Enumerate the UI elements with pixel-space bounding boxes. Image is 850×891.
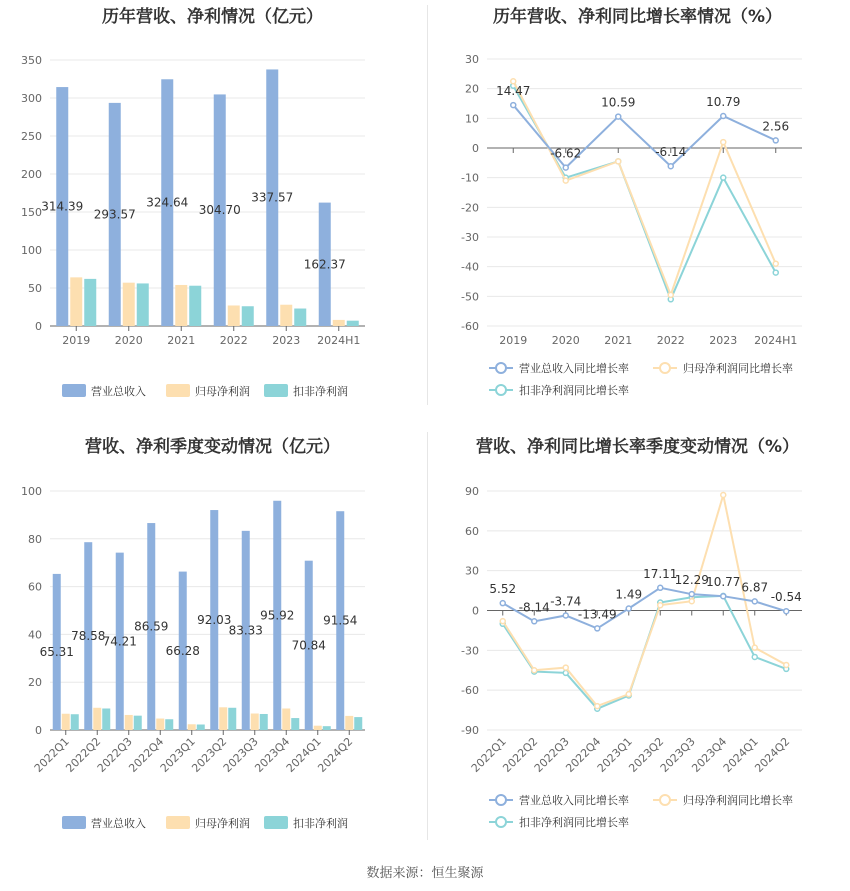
data-point [752, 654, 757, 659]
legend-label: 归母净利润 [195, 385, 250, 398]
legend-marker [660, 795, 670, 805]
bar [294, 309, 306, 326]
data-point [721, 594, 726, 599]
data-point [721, 492, 726, 497]
y-tick-label: 60 [465, 524, 479, 538]
data-point [511, 79, 516, 84]
legend-marker [660, 363, 670, 373]
y-tick-label: -10 [461, 171, 479, 185]
bar [156, 719, 164, 730]
bar [314, 726, 322, 730]
bar [219, 707, 227, 730]
x-tick-label: 2023Q4 [689, 734, 730, 775]
data-point [658, 585, 663, 590]
bar [123, 283, 135, 326]
bar [260, 714, 268, 730]
y-tick-label: 150 [21, 206, 42, 219]
legend-label: 归母净利润同比增长率 [683, 362, 793, 375]
data-label: 314.39 [41, 199, 84, 214]
data-point [500, 601, 505, 606]
data-point [532, 668, 537, 673]
data-label: 5.52 [489, 582, 517, 597]
legend-swatch [62, 384, 86, 397]
x-tick-label: 2022 [219, 334, 248, 347]
bar [102, 708, 110, 730]
data-label: -13.49 [577, 607, 617, 622]
bar [345, 716, 353, 730]
x-tick-label: 2020 [114, 334, 143, 347]
data-point [595, 704, 600, 709]
legend-swatch [166, 384, 190, 397]
annual-revenue-chart [0, 0, 425, 410]
legend-label: 扣非净利润 [293, 817, 348, 830]
data-point [658, 603, 663, 608]
x-tick-label: 2022 [656, 334, 685, 347]
y-tick-label: 250 [21, 130, 42, 143]
bar [197, 725, 205, 730]
series-line [513, 86, 776, 300]
x-tick-label: 2022Q4 [563, 734, 604, 775]
legend-marker [496, 385, 506, 395]
bar [137, 283, 149, 326]
data-point [563, 613, 568, 618]
data-label: 6.87 [741, 580, 769, 595]
data-label: 1.49 [615, 587, 643, 602]
y-tick-label: 350 [21, 54, 42, 67]
bar [125, 715, 133, 730]
x-tick-label: 2024H1 [317, 334, 361, 347]
x-tick-label: 2020 [551, 334, 580, 347]
bar [282, 708, 290, 730]
data-label: 78.58 [71, 629, 106, 644]
legend-label: 扣非净利润 [293, 385, 348, 398]
legend-label: 营业总收入 [91, 817, 146, 830]
x-tick-label: 2022Q3 [531, 734, 572, 775]
quarterly-growth-chart [425, 430, 850, 850]
bar [165, 719, 173, 730]
data-label: 10.79 [706, 94, 741, 109]
bar [228, 708, 236, 730]
data-point [784, 609, 789, 614]
y-tick-label: 30 [465, 53, 479, 66]
data-label: -6.14 [655, 145, 687, 160]
y-tick-label: 0 [472, 604, 479, 618]
data-label: 304.70 [198, 203, 241, 218]
bar [84, 279, 96, 326]
y-tick-label: 0 [35, 320, 42, 333]
y-tick-label: -30 [461, 644, 479, 658]
x-tick-label: 2023Q4 [252, 734, 293, 775]
chart-title: 历年营收、净利同比增长率情况（%） [492, 7, 783, 27]
data-point [689, 592, 694, 597]
legend-marker [496, 795, 506, 805]
quarterly-revenue-chart [0, 430, 425, 850]
bar [291, 718, 299, 730]
data-label: 162.37 [303, 257, 346, 272]
legend-swatch [62, 816, 86, 829]
data-label: 10.77 [706, 575, 741, 590]
y-tick-label: 10 [465, 112, 479, 126]
x-tick-label: 2024Q1 [720, 734, 761, 775]
y-tick-label: 20 [465, 82, 479, 96]
x-tick-label: 2024Q2 [752, 734, 793, 775]
bar [251, 714, 259, 730]
bar [323, 726, 331, 730]
legend-label: 扣非净利润同比增长率 [519, 816, 629, 829]
data-point [784, 662, 789, 667]
legend-swatch [264, 816, 288, 829]
y-tick-label: 20 [28, 676, 42, 690]
legend-label: 归母净利润同比增长率 [683, 794, 793, 807]
legend-label: 扣非净利润同比增长率 [519, 384, 629, 397]
data-label: -3.74 [550, 594, 582, 609]
bar [70, 277, 82, 326]
data-point [616, 159, 621, 164]
legend-label: 营业总收入 [91, 385, 146, 398]
data-label: 92.03 [197, 613, 232, 628]
x-tick-label: 2023Q2 [189, 734, 230, 775]
y-tick-label: -20 [461, 201, 479, 215]
data-label: 91.54 [323, 613, 358, 628]
data-point [752, 645, 757, 650]
data-label: 74.21 [102, 634, 137, 649]
data-label: 17.11 [643, 566, 678, 581]
data-point [616, 114, 621, 119]
legend-marker [496, 817, 506, 827]
data-label: 2.56 [762, 119, 790, 134]
chart-title: 营收、净利同比增长率季度变动情况（%） [475, 437, 800, 457]
x-tick-label: 2024H1 [754, 334, 798, 347]
quarterly-growth-panel [425, 430, 850, 850]
data-point [773, 270, 778, 275]
y-tick-label: 200 [21, 168, 42, 181]
y-tick-label: -60 [461, 684, 479, 698]
data-point [668, 164, 673, 169]
legend-label: 营业总收入同比增长率 [519, 362, 629, 375]
bar [175, 285, 187, 326]
data-point [752, 599, 757, 604]
x-tick-label: 2022Q3 [94, 734, 135, 775]
x-tick-label: 2023Q1 [594, 734, 635, 775]
series-line [513, 81, 776, 295]
y-tick-label: -40 [461, 260, 479, 274]
x-tick-label: 2024Q2 [315, 734, 356, 775]
legend-swatch [166, 816, 190, 829]
y-tick-label: 0 [472, 142, 479, 155]
data-label: 66.28 [165, 643, 200, 658]
data-point [511, 103, 516, 108]
annual-growth-chart [425, 0, 850, 410]
y-tick-label: 90 [465, 485, 479, 498]
x-tick-label: 2023Q3 [657, 734, 698, 775]
y-tick-label: 30 [465, 564, 479, 578]
y-tick-label: 60 [28, 580, 42, 594]
x-tick-label: 2023Q2 [626, 734, 667, 775]
data-label: 86.59 [134, 619, 169, 634]
bar [242, 306, 254, 326]
y-tick-label: -50 [461, 290, 479, 304]
data-point [563, 665, 568, 670]
chart-title: 营收、净利季度变动情况（亿元） [85, 437, 340, 457]
data-label: 337.57 [251, 190, 294, 205]
data-label: -8.14 [518, 600, 550, 615]
data-label: 95.92 [260, 608, 295, 623]
bar [347, 321, 359, 326]
legend-label: 营业总收入同比增长率 [519, 794, 629, 807]
y-tick-label: 0 [35, 724, 42, 737]
data-label: -0.54 [770, 590, 802, 605]
y-tick-label: 40 [28, 628, 42, 642]
quarterly-revenue-panel [0, 430, 425, 850]
x-tick-label: 2024Q1 [283, 734, 324, 775]
legend-marker [496, 363, 506, 373]
y-tick-label: -90 [461, 724, 479, 737]
x-tick-label: 2019 [62, 334, 91, 347]
data-point [721, 140, 726, 145]
legend-swatch [264, 384, 288, 397]
data-label: 14.47 [496, 84, 531, 99]
x-tick-label: 2022Q4 [126, 734, 167, 775]
x-tick-label: 2023Q1 [157, 734, 198, 775]
x-tick-label: 2023 [709, 334, 738, 347]
x-tick-label: 2021 [167, 334, 196, 347]
bar [354, 717, 362, 730]
annual-revenue-panel [0, 0, 425, 410]
bar [93, 708, 101, 730]
y-tick-label: -30 [461, 231, 479, 244]
x-tick-label: 2023 [272, 334, 301, 347]
x-tick-label: 2022Q1 [31, 734, 72, 775]
bar [189, 286, 201, 326]
data-point [626, 692, 631, 697]
data-point [689, 599, 694, 604]
data-label: 83.33 [228, 623, 263, 638]
data-label: 10.59 [601, 95, 636, 110]
y-tick-label: 100 [21, 485, 42, 498]
data-point [563, 178, 568, 183]
bar [188, 724, 196, 730]
data-label: 12.29 [674, 573, 709, 588]
data-point [563, 165, 568, 170]
y-tick-label: 80 [28, 532, 42, 546]
data-point [773, 138, 778, 143]
legend-label: 归母净利润 [195, 817, 250, 830]
data-point [668, 292, 673, 297]
y-tick-label: 100 [21, 244, 42, 257]
data-label: 65.31 [39, 644, 74, 659]
bar [134, 716, 142, 730]
x-tick-label: 2019 [499, 334, 528, 347]
data-point [595, 626, 600, 631]
bar [71, 714, 79, 730]
y-tick-label: -60 [461, 320, 479, 333]
data-label: 324.64 [146, 195, 189, 210]
data-source-footer: 数据来源：恒生聚源 [366, 866, 484, 881]
x-tick-label: 2022Q2 [500, 734, 541, 775]
y-tick-label: 300 [21, 92, 42, 105]
chart-title: 历年营收、净利情况（亿元） [102, 7, 323, 27]
data-label: -6.62 [550, 146, 582, 161]
data-point [721, 113, 726, 118]
x-tick-label: 2022Q2 [63, 734, 104, 775]
annual-growth-panel [425, 0, 850, 410]
data-point [773, 261, 778, 266]
x-tick-label: 2022Q1 [468, 734, 509, 775]
bar [280, 305, 292, 326]
bar [62, 714, 70, 730]
data-label: 293.57 [93, 207, 136, 222]
bar [228, 305, 240, 326]
y-tick-label: 50 [28, 282, 42, 295]
data-point [532, 619, 537, 624]
data-point [626, 606, 631, 611]
x-tick-label: 2023Q3 [220, 734, 261, 775]
bar [333, 320, 345, 326]
data-label: 70.84 [291, 638, 326, 653]
data-point [721, 175, 726, 180]
x-tick-label: 2021 [604, 334, 633, 347]
data-point [500, 619, 505, 624]
